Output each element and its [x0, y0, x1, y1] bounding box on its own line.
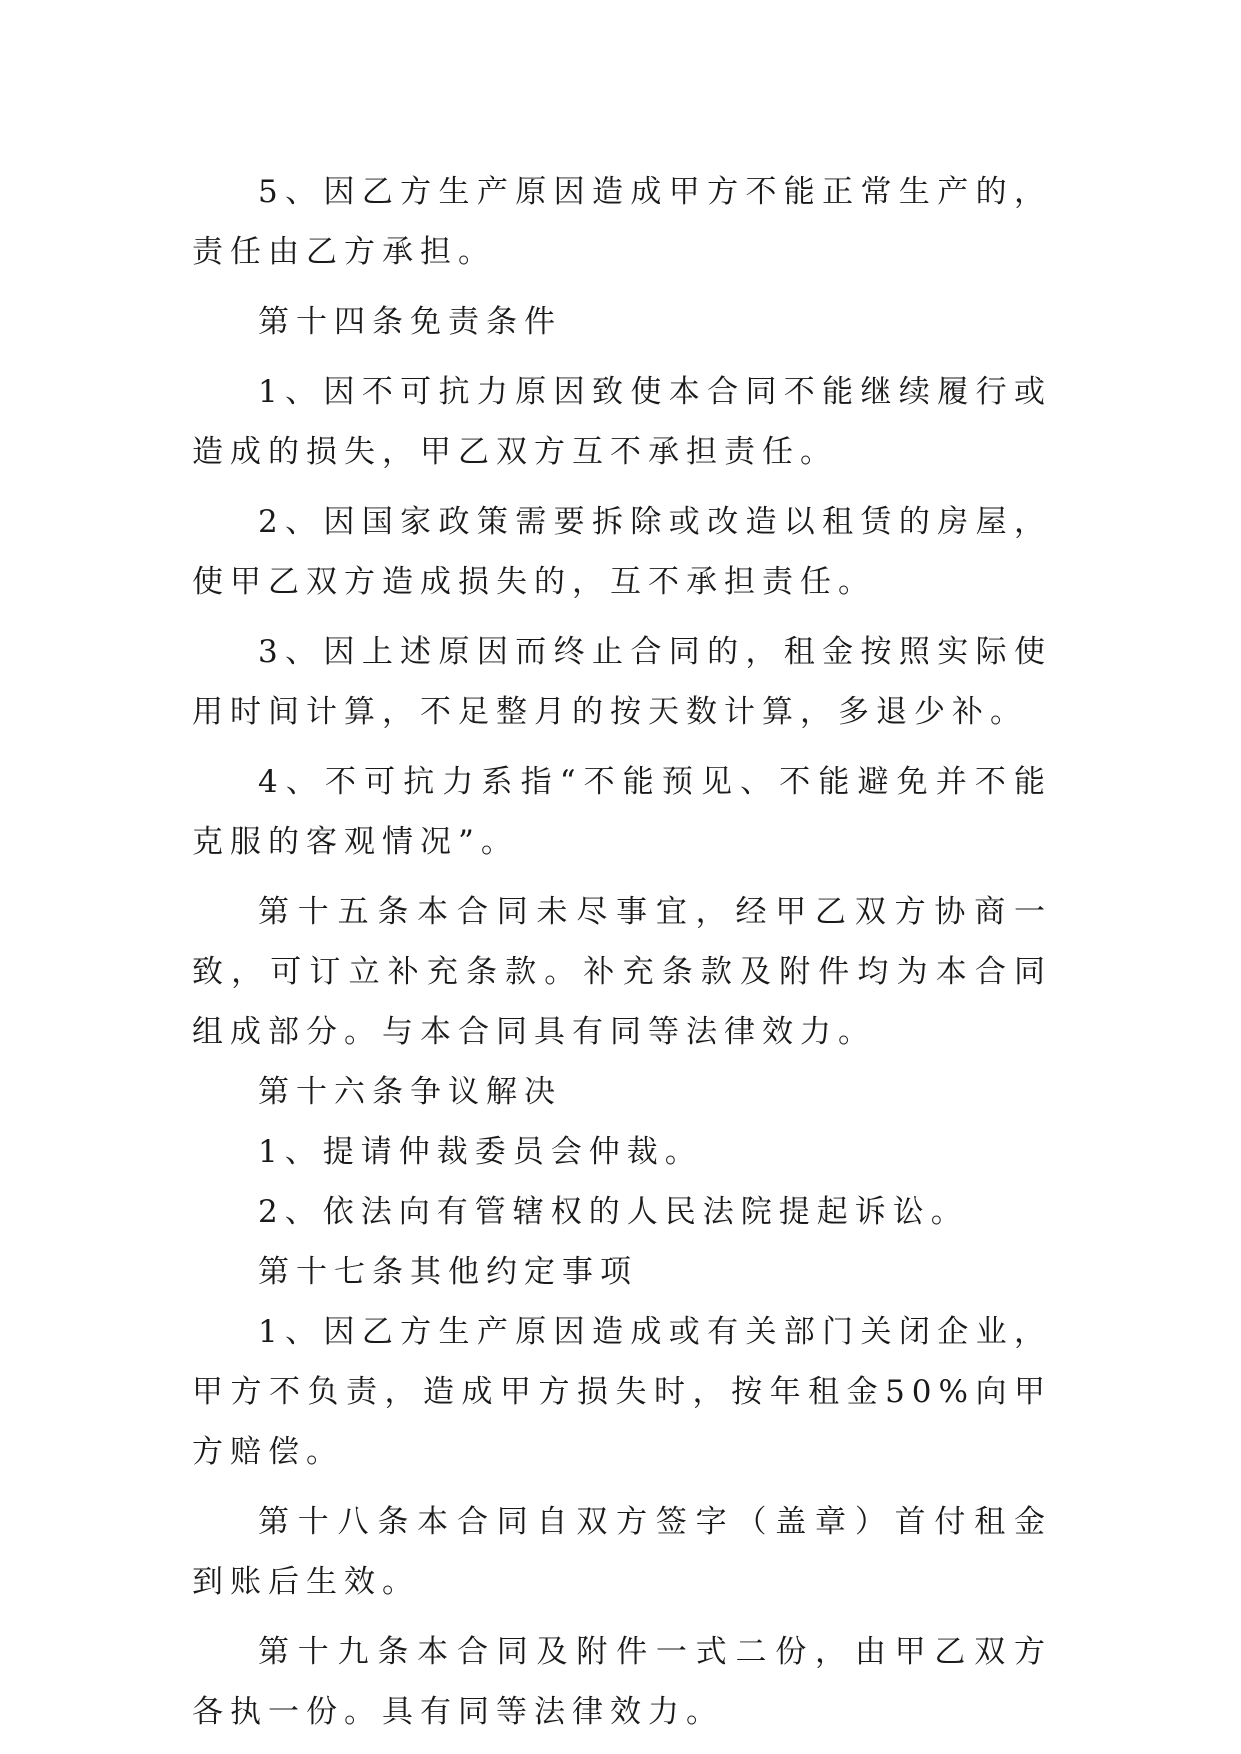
document-page: [192, 162, 1052, 1742]
paragraph-dispute-2: 2、依法向有管辖权的人民法院提起诉讼。: [258, 1194, 969, 1230]
article-19-paragraph: 第十九条本合同及附件一式二份，由甲乙双方各执一份。具有同等法律效力。: [192, 1634, 1052, 1730]
paragraph-dispute-1: 1、提请仲裁委员会仲裁。: [258, 1134, 703, 1170]
article-15-paragraph: 第十五条本合同未尽事宜，经甲乙双方协商一致，可订立补充条款。补充条款及附件均为本合同组成部分。与本合同具有同等法律效力。: [192, 894, 1052, 1050]
article-17-heading: 第十七条其他约定事项: [258, 1254, 638, 1290]
paragraph-other-1: 1、因乙方生产原因造成或有关部门关闭企业，甲方不负责，造成甲方损失时，按年租金50%向甲方赔偿。: [192, 1314, 1052, 1470]
paragraph-clause-5: 5、因乙方生产原因造成甲方不能正常生产的，责任由乙方承担。: [192, 174, 1052, 270]
paragraph-exemption-2: 2、因国家政策需要拆除或改造以租赁的房屋，使甲乙双方造成损失的，互不承担责任。: [192, 504, 1052, 600]
article-16-heading: 第十六条争议解决: [258, 1074, 562, 1110]
article-14-heading: 第十四条免责条件: [258, 304, 562, 340]
paragraph-exemption-3: 3、因上述原因而终止合同的，租金按照实际使用时间计算，不足整月的按天数计算，多退少补。: [192, 634, 1052, 730]
paragraph-exemption-1: 1、因不可抗力原因致使本合同不能继续履行或造成的损失，甲乙双方互不承担责任。: [192, 374, 1052, 470]
article-18-paragraph: 第十八条本合同自双方签字（盖章）首付租金到账后生效。: [192, 1504, 1052, 1600]
paragraph-exemption-4: 4、不可抗力系指“不能预见、不能避免并不能克服的客观情况”。: [192, 764, 1052, 860]
